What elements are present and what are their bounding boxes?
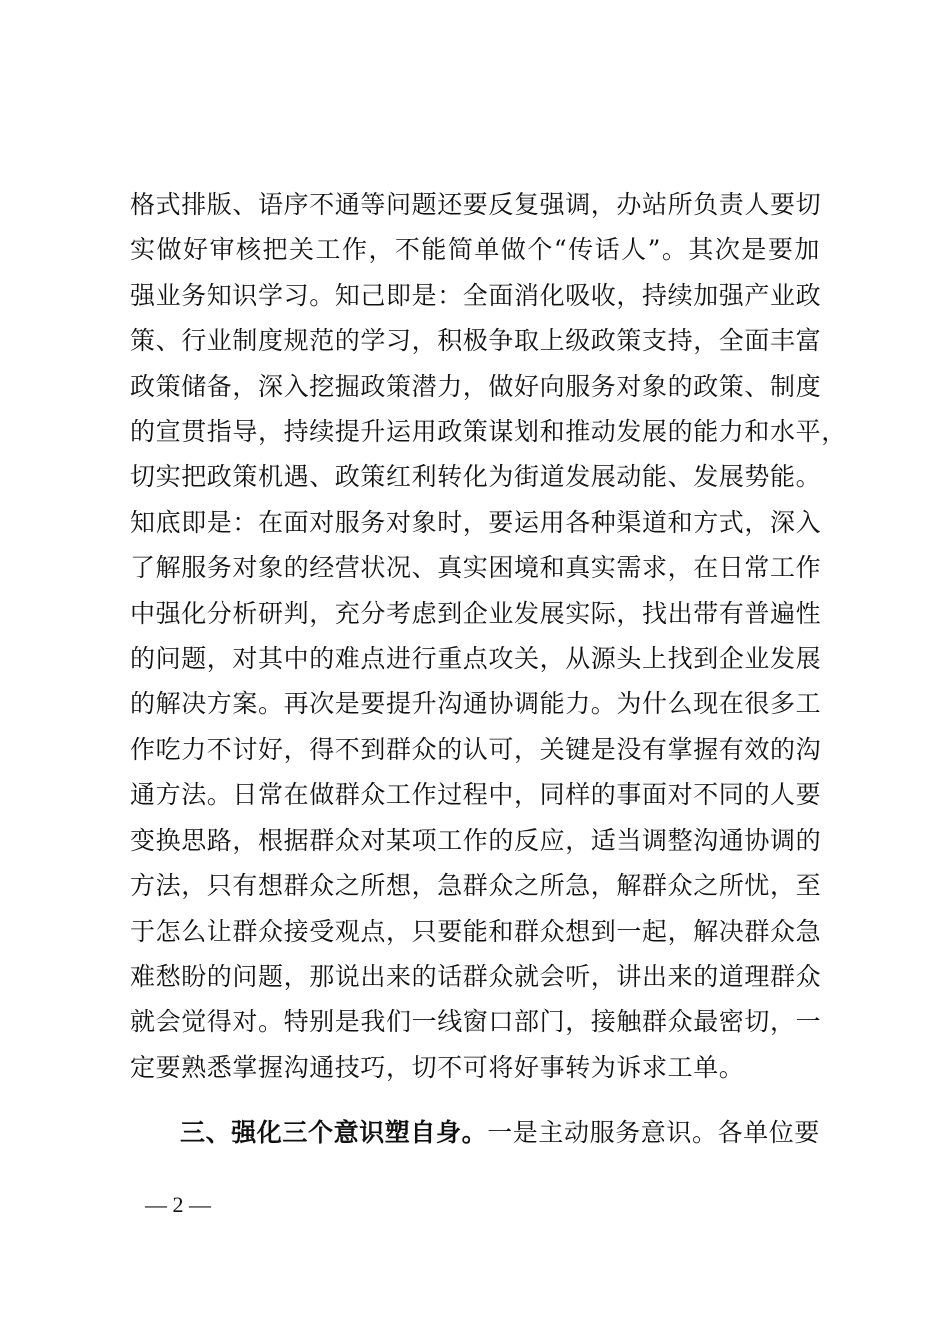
text-line: 难愁盼的问题，那说出来的话群众就会听，讲出来的道理群众 — [130, 961, 822, 991]
text-line: 就会觉得对。特别是我们一线窗口部门，接触群众最密切，一 — [130, 1007, 822, 1037]
text-line: 作吃力不讨好，得不到群众的认可，关键是没有掌握有效的沟 — [130, 734, 822, 764]
text-line: 的问题，对其中的难点进行重点攻关，从源头上找到企业发展 — [130, 644, 822, 674]
text-line: 的宣贯指导，持续提升运用政策谋划和推动发展的能力和水平， — [130, 417, 847, 447]
section-paragraph — [130, 1110, 820, 1155]
text-line: 策、行业制度规范的学习，积极争取上级政策支持，全面丰富 — [130, 326, 822, 356]
section-heading: 三、强化三个意识塑自身。 — [180, 1118, 488, 1147]
text-line: 实做好审核把关工作，不能简单做个“传话人”。其次是要加 — [130, 235, 820, 265]
text-line: 政策储备，深入挖掘政策潜力，做好向服务对象的政策、制度 — [130, 371, 822, 401]
text-line: 的解决方案。再次是要提升沟通协调能力。为什么现在很多工 — [130, 689, 822, 719]
text-line: 格式排版、语序不通等问题还要反复强调，办站所负责人要切 — [130, 190, 822, 219]
text-line: 于怎么让群众接受观点，只要能和群众想到一起，解决群众急 — [130, 916, 822, 946]
page-number: — 2 — — [145, 1192, 211, 1217]
text-line: 变换思路，根据群众对某项工作的反应，适当调整沟通协调的 — [130, 825, 822, 855]
text-line: 知底即是：在面对服务对象时，要运用各种渠道和方式，深入 — [130, 507, 822, 537]
text-line: 通方法。日常在做群众工作过程中，同样的事面对不同的人要 — [130, 780, 822, 810]
body-paragraph — [130, 182, 847, 1090]
text-line: 定要熟悉掌握沟通技巧，切不可将好事转为诉求工单。 — [130, 1052, 745, 1082]
text-line: 方法，只有想群众之所想，急群众之所急，解群众之所忧，至 — [130, 871, 822, 901]
text-line: 中强化分析研判，充分考虑到企业发展实际，找出带有普遍性 — [130, 598, 822, 628]
section-text: 一是主动服务意识。各单位要 — [487, 1118, 821, 1147]
text-line: 切实把政策机遇、政策红利转化为街道发展动能、发展势能。 — [130, 462, 822, 492]
text-line: 了解服务对象的经营状况、真实困境和真实需求，在日常工作 — [130, 553, 822, 583]
text-line: 强业务知识学习。知己即是：全面消化吸收，持续加强产业政 — [130, 280, 822, 310]
